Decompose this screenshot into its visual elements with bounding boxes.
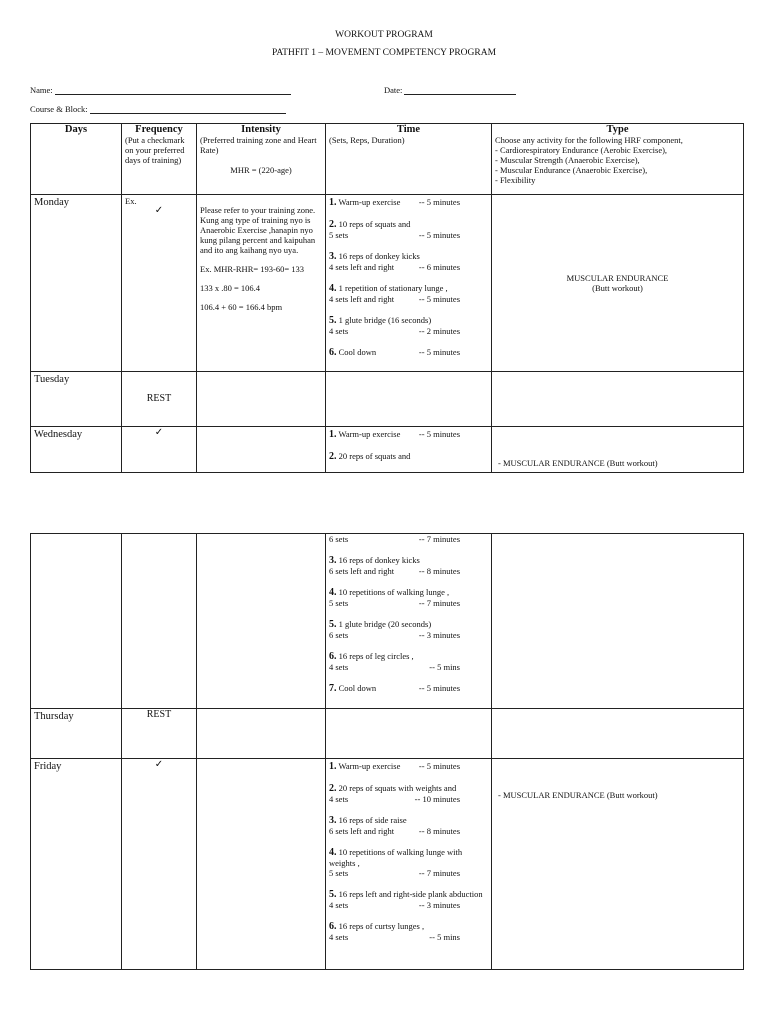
type-note-4: - Muscular Endurance (Anaerobic Exercise),: [495, 165, 648, 175]
table-header-row: [31, 124, 744, 195]
list-item: 1. Warm-up exercise -- 5 minutes: [329, 761, 460, 772]
list-item: 6. Cool down -- 5 minutes: [329, 347, 460, 358]
frequency-note: (Put a checkmark on your preferred days of training): [125, 135, 185, 165]
list-item: 2. 10 reps of squats and 5 sets -- 5 minutes: [329, 219, 460, 240]
time-tuesday: [326, 372, 492, 427]
time-friday: [326, 759, 492, 970]
intensity-calc-2: 106.4 + 60 = 166.4 bpm: [200, 302, 283, 312]
intensity-wednesday-cont: [197, 534, 326, 709]
table-row-wednesday-cont: [31, 534, 744, 709]
time-wednesday: [326, 427, 492, 473]
day-thursday: Thursday: [31, 709, 122, 759]
intensity-tuesday: [197, 372, 326, 427]
type-note-3: - Muscular Strength (Anaerobic Exercise),: [495, 155, 640, 165]
list-item: 6 sets -- 7 minutes: [329, 534, 460, 544]
col-frequency: Frequency (Put a checkmark on your preferred days of training): [122, 124, 197, 195]
list-item: 2. 20 reps of squats and: [329, 451, 411, 462]
time-monday: [326, 195, 492, 372]
type-sublabel: (Butt workout): [592, 283, 643, 293]
checkmark-icon[interactable]: ✓: [122, 759, 197, 970]
intensity-formula: MHR = (220-age): [230, 165, 292, 175]
table-row-tuesday: [31, 372, 744, 427]
table-row-monday: [31, 195, 744, 372]
frequency-wednesday-cont: [122, 534, 197, 709]
document-subtitle: PATHFIT 1 – MOVEMENT COMPETENCY PROGRAM: [271, 48, 497, 58]
time-note: (Sets, Reps, Duration): [329, 135, 405, 145]
course-field[interactable]: [30, 104, 286, 114]
intensity-instructions: Please refer to your training zone. Kung ang type of training nyo is Anaerobic Exercise ,hanapin nyo kung pilang percent and kaipuhan and ito ang kaihang nyo uya.: [200, 205, 316, 255]
col-time: Time (Sets, Reps, Duration): [326, 124, 492, 195]
day-wednesday-cont: [31, 534, 122, 709]
checkmark-icon: ✓: [154, 205, 164, 216]
list-item: 5. 16 reps left and right-side plank abduction 4 sets -- 3 minutes: [329, 889, 483, 910]
workout-table-page2: [30, 533, 744, 970]
intensity-friday: [197, 759, 326, 970]
intensity-note: (Preferred training zone and Heart Rate): [200, 135, 317, 155]
type-wednesday-cont: [492, 534, 744, 709]
document-title: WORKOUT PROGRAM: [335, 30, 433, 40]
type-friday: - MUSCULAR ENDURANCE (Butt workout): [492, 759, 744, 970]
list-item: 6. 16 reps of curtsy lunges , 4 sets -- 5 mins: [329, 921, 460, 942]
workout-table-page1: [30, 123, 744, 473]
course-label: Course & Block:: [30, 104, 88, 114]
time-thursday: [326, 709, 492, 759]
table-row-wednesday: [31, 427, 744, 473]
type-note-1: Choose any activity for the following HRF component,: [495, 135, 683, 145]
day-wednesday: Wednesday: [31, 427, 122, 473]
frequency-tuesday[interactable]: REST: [122, 372, 197, 427]
day-tuesday: Tuesday: [31, 372, 122, 427]
intensity-wednesday: [197, 427, 326, 473]
table-row-friday: [31, 759, 744, 970]
list-item: 4. 10 repetitions of walking lunge with weights , 5 sets -- 7 minutes: [329, 847, 463, 878]
checkmark-icon[interactable]: ✓: [122, 427, 197, 473]
list-item: 4. 1 repetition of stationary lunge , 4 sets left and right -- 5 minutes: [329, 283, 460, 304]
col-intensity: Intensity (Preferred training zone and Heart Rate) MHR = (220-age): [197, 124, 326, 195]
type-note-2: - Cardiorespiratory Endurance (Aerobic Exercise),: [495, 145, 668, 155]
list-item: 1. Warm-up exercise -- 5 minutes: [329, 197, 460, 208]
date-field[interactable]: [384, 85, 516, 95]
frequency-thursday[interactable]: REST: [122, 709, 197, 759]
name-label: Name:: [30, 85, 53, 95]
course-line[interactable]: [90, 105, 286, 114]
name-line[interactable]: [55, 86, 291, 95]
frequency-monday[interactable]: [122, 195, 197, 372]
list-item: 3. 16 reps of donkey kicks 4 sets left and right -- 6 minutes: [329, 251, 460, 272]
intensity-thursday: [197, 709, 326, 759]
list-item: 7. Cool down -- 5 minutes: [329, 683, 460, 694]
type-monday: [492, 195, 744, 372]
list-item: 5. 1 glute bridge (16 seconds) 4 sets -- 2 minutes: [329, 315, 460, 336]
col-days: Days: [31, 124, 122, 195]
list-item: 6. 16 reps of leg circles , 4 sets -- 5 mins: [329, 651, 460, 672]
type-tuesday: [492, 372, 744, 427]
date-line[interactable]: [404, 86, 516, 95]
day-friday: Friday: [31, 759, 122, 970]
intensity-calc-1: 133 x .80 = 106.4: [200, 283, 261, 293]
table-row-thursday: [31, 709, 744, 759]
col-type: Type Choose any activity for the following HRF component, - Cardiorespiratory Endurance (Aerobic Exercise), - Muscular Strength (Anaerobic Exercise), - Muscular Endurance (Anaerobic Exercise), - Flexibility: [492, 124, 744, 195]
intensity-example: Ex. MHR-RHR= 193-60= 133: [200, 264, 305, 274]
date-label: Date:: [384, 85, 403, 95]
list-item: 4. 10 repetitions of walking lunge , 5 sets -- 7 minutes: [329, 587, 460, 608]
list-item: 3. 16 reps of donkey kicks 6 sets left and right -- 8 minutes: [329, 555, 460, 576]
list-item: 3. 16 reps of side raise 6 sets left and right -- 8 minutes: [329, 815, 460, 836]
type-label: MUSCULAR ENDURANCE: [566, 273, 669, 283]
time-wednesday-cont: [326, 534, 492, 709]
day-monday: Monday: [31, 195, 122, 372]
type-note-5: - Flexibility: [495, 175, 536, 185]
frequency-example: Ex.: [125, 196, 137, 206]
list-item: 1. Warm-up exercise -- 5 minutes: [329, 429, 460, 440]
type-wednesday: - MUSCULAR ENDURANCE (Butt workout): [492, 427, 744, 473]
list-item: 2. 20 reps of squats with weights and 4 sets -- 10 minutes: [329, 783, 460, 804]
name-field[interactable]: [30, 85, 291, 95]
intensity-monday: [197, 195, 326, 372]
list-item: 5. 1 glute bridge (20 seconds) 6 sets -- 3 minutes: [329, 619, 460, 640]
type-thursday: [492, 709, 744, 759]
